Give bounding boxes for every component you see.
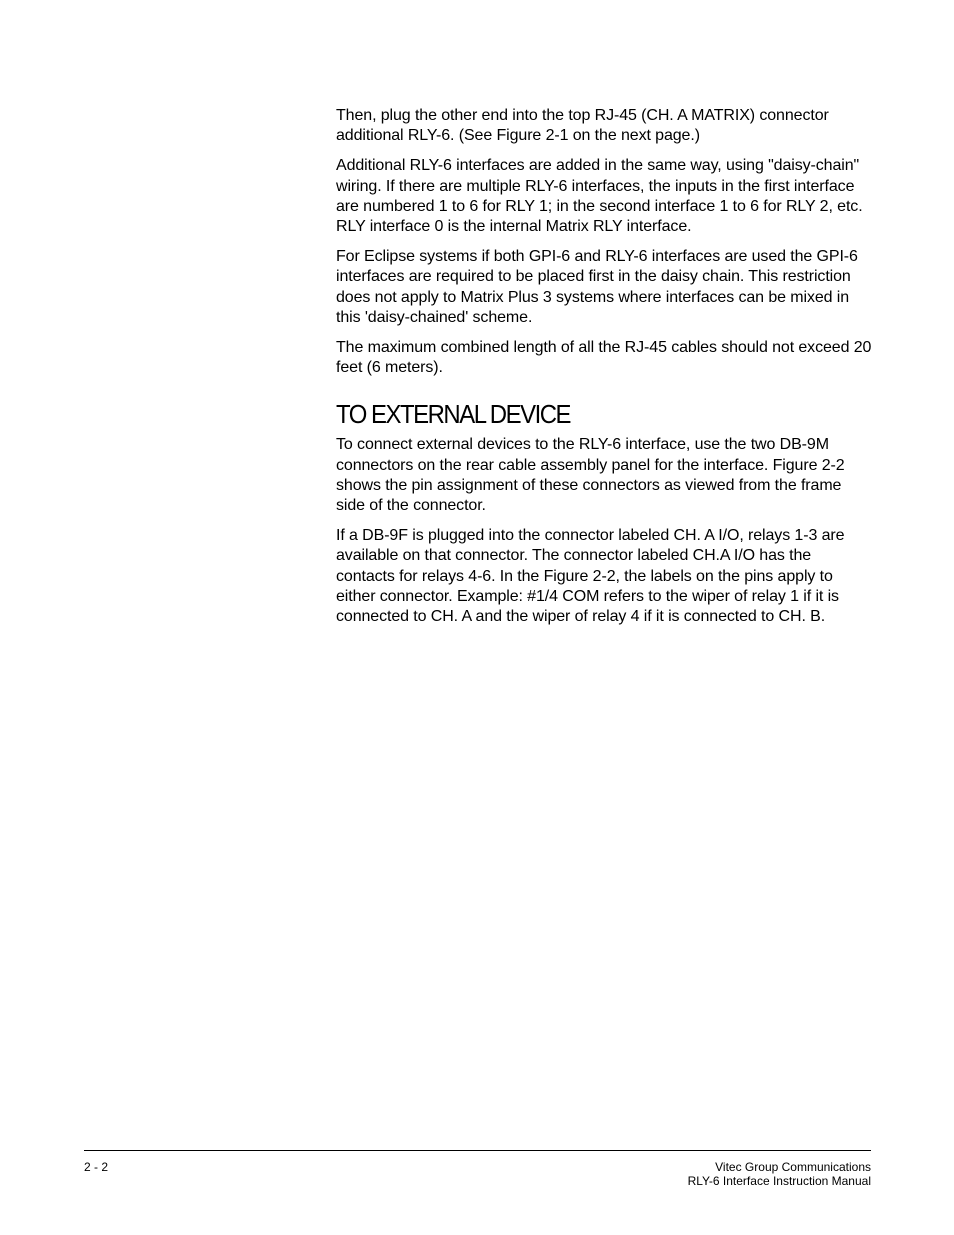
footer-divider: [84, 1150, 871, 1151]
paragraph-additional-interfaces: Additional RLY-6 interfaces are added in the same way, using "daisy-chain" wiring. If there are multiple RLY-6 interfaces, the inputs in the first interface are numbered 1 to 6 for RLY 1; in the second interface 1 to 6 for RLY 2, etc. RLY interface 0 is the internal Matrix RLY interface.: [336, 157, 863, 236]
main-content: [336, 106, 872, 637]
paragraph-db9f-relays: If a DB-9F is plugged into the connector labeled CH. A I/O, relays 1-3 are available on that connector. The connector labeled CH.A I/O has the contacts for relays 4-6. In the Figure 2-2, the labels on the pins apply to either connector. Example: #1/4 COM refers to the wiper of relay 1 if it is connected to CH. A and the wiper of relay 4 if it is connected to CH. B.: [336, 527, 845, 626]
footer-company: Vitec Group Communications: [715, 1160, 871, 1174]
footer-manual-title: RLY-6 Interface Instruction Manual: [687, 1174, 871, 1188]
paragraph-max-cable-length: The maximum combined length of all the RJ-45 cables should not exceed 20 feet (6 meters).: [336, 339, 872, 377]
paragraph-eclipse-systems: For Eclipse systems if both GPI-6 and RLY-6 interfaces are used the GPI-6 interfaces are required to be placed first in the daisy chain. This restriction does not apply to Matrix Plus 3 systems where interfaces can be mixed in this 'daisy-chained' scheme.: [336, 248, 858, 326]
footer-page-number: 2 - 2: [84, 1160, 109, 1174]
paragraph-connect-external-devices: To connect external devices to the RLY-6 interface, use the two DB-9M connectors on the rear cable assembly panel for the interface. Figure 2-2 shows the pin assignment of these connectors as viewed from the frame side of the connector.: [336, 436, 845, 515]
section-heading-external-device: TO EXTERNAL DEVICE: [336, 399, 571, 430]
footer-publication-info: [688, 1160, 871, 1188]
paragraph-daisy-chain-plug: Then, plug the other end into the top RJ-45 (CH. A MATRIX) connector additional RLY-6. (See Figure 2-1 on the next page.): [336, 107, 829, 145]
